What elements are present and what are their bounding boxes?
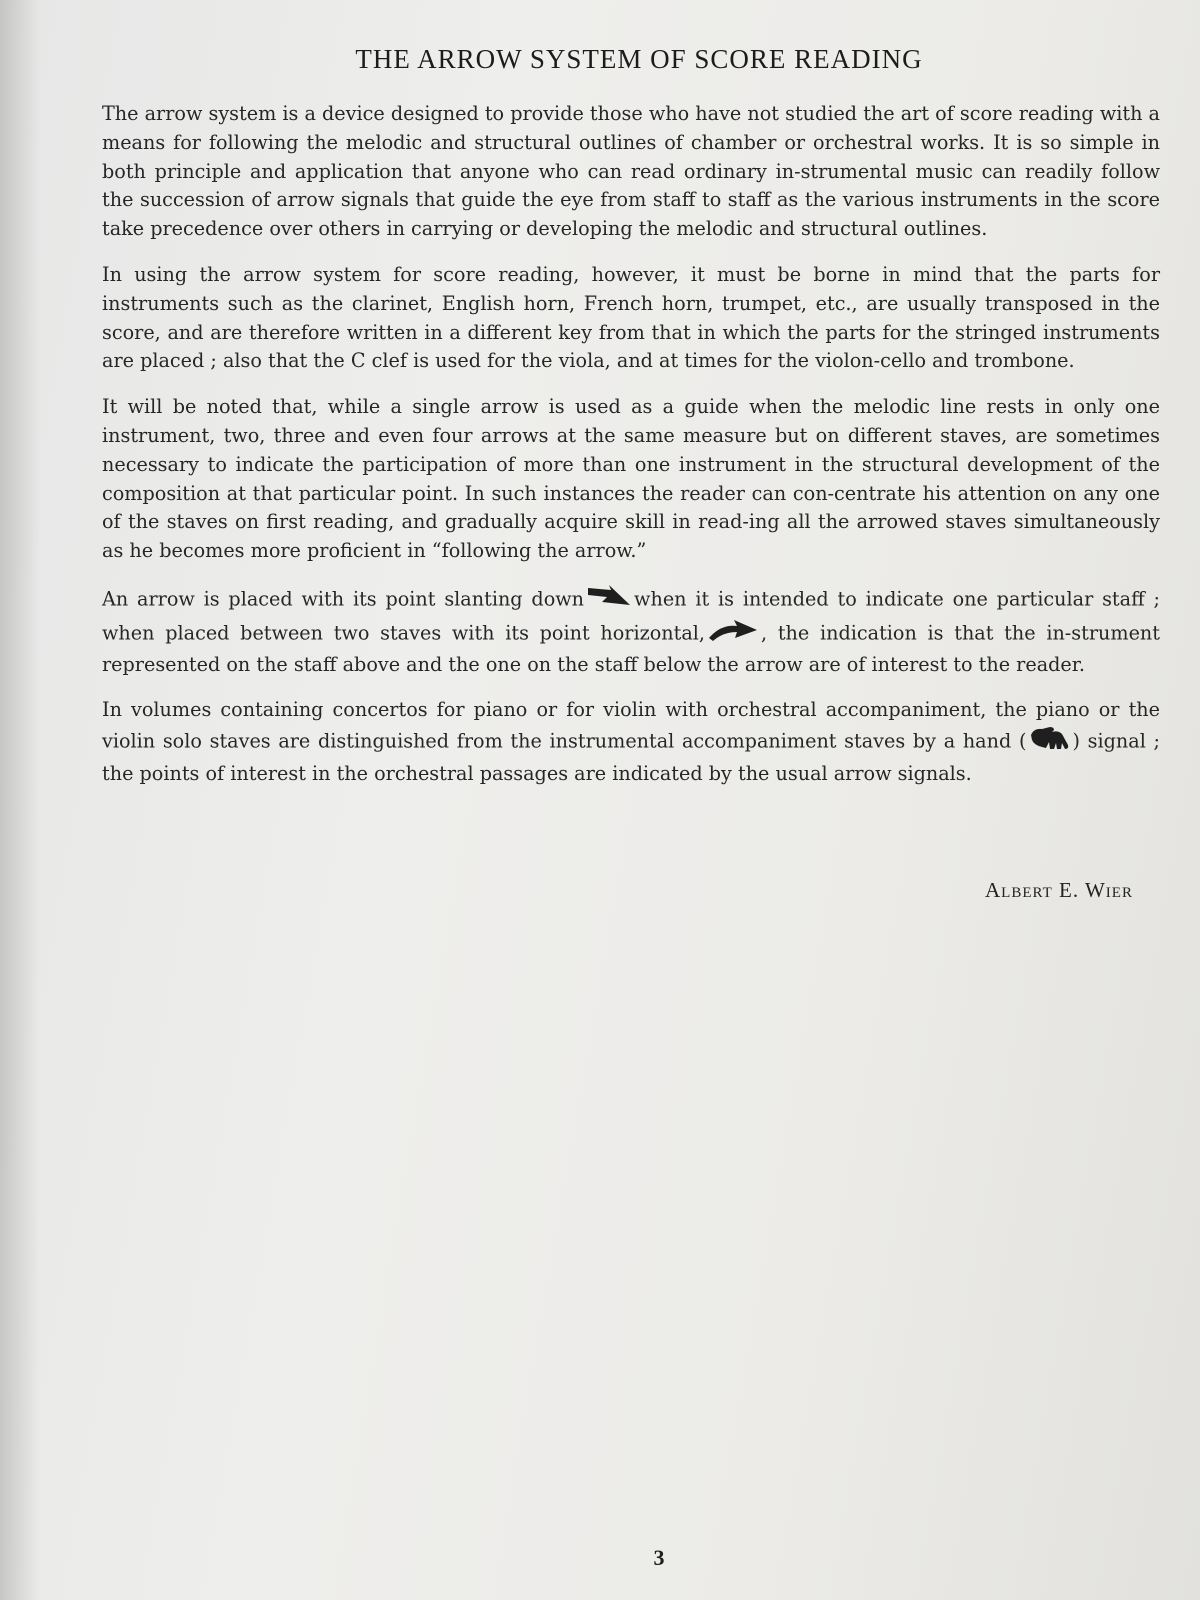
page-edge-shadow — [0, 0, 40, 1600]
body-text — [102, 100, 1160, 806]
open-paren: ( — [1018, 729, 1027, 753]
paragraph-4-part-2: when it is intended to indicate one particular staff ; when placed between two staves with its point horizontal, — [102, 587, 1160, 645]
paragraph-4-part-3: , the indication is that the in-strument represented on the staff above and the one on the staff below the arrow are of interest to the reader. — [102, 621, 1160, 676]
pointing-hand-icon — [1028, 725, 1070, 760]
author-signature: Albert E. Wier — [985, 878, 1133, 902]
paragraph-4-part-1: An arrow is placed with its point slanting down — [102, 587, 585, 611]
paragraph-3: It will be noted that, while a single arrow is used as a guide when the melodic line rests in only one instrument, two, three and even four arrows at the same measure but on different staves, are sometimes necessary to indicate the participation of more than one instrument in the structural development of the composition at that particular point. In such instances the reader can con-centrate his attention on any one of the staves on first reading, and gradually acquire skill in read-ing all the arrowed staves simultaneously as he becomes more proficient in “following the arrow.” — [102, 395, 1160, 563]
paragraph-1: The arrow system is a device designed to provide those who have not studied the art of score reading with a means for following the melodic and structural outlines of chamber or orchestral works. It is so simple in both principle and application that anyone who can read ordinary in-strumental music can readily follow the succession of arrow signals that guide the eye from staff to staff as the various instruments in the score take precedence over others in carrying or developing the melodic and structural outlines. — [102, 102, 1160, 241]
arrow-horizontal-icon — [707, 618, 759, 651]
paragraph-2: In using the arrow system for score reading, however, it must be borne in mind that the parts for instruments such as the clarinet, English horn, French horn, trumpet, etc., are usually transposed in the score, and are therefore written in a different key from that in which the parts for the stringed instruments are placed ; also that the C clef is used for the viola, and at times for the violon-cello and trombone. — [102, 262, 1160, 373]
paragraph-4 — [102, 583, 1160, 679]
arrow-slanting-down-icon — [586, 583, 632, 618]
paragraph-5-part-1: In volumes containing concertos for piano or for violin with orchestral accompaniment, the piano or the violin solo staves are distinguished from the instrumental accompaniment staves by a hand — [102, 698, 1160, 753]
close-paren: ) — [1072, 729, 1080, 753]
paragraph-5-part-2: signal ; the points of interest in the orchestral passages are indicated by the usual arrow signals. — [102, 729, 1160, 785]
page-title: THE ARROW SYSTEM OF SCORE READING — [355, 44, 923, 74]
page-number: 3 — [653, 1545, 665, 1570]
paragraph-5 — [102, 696, 1160, 788]
